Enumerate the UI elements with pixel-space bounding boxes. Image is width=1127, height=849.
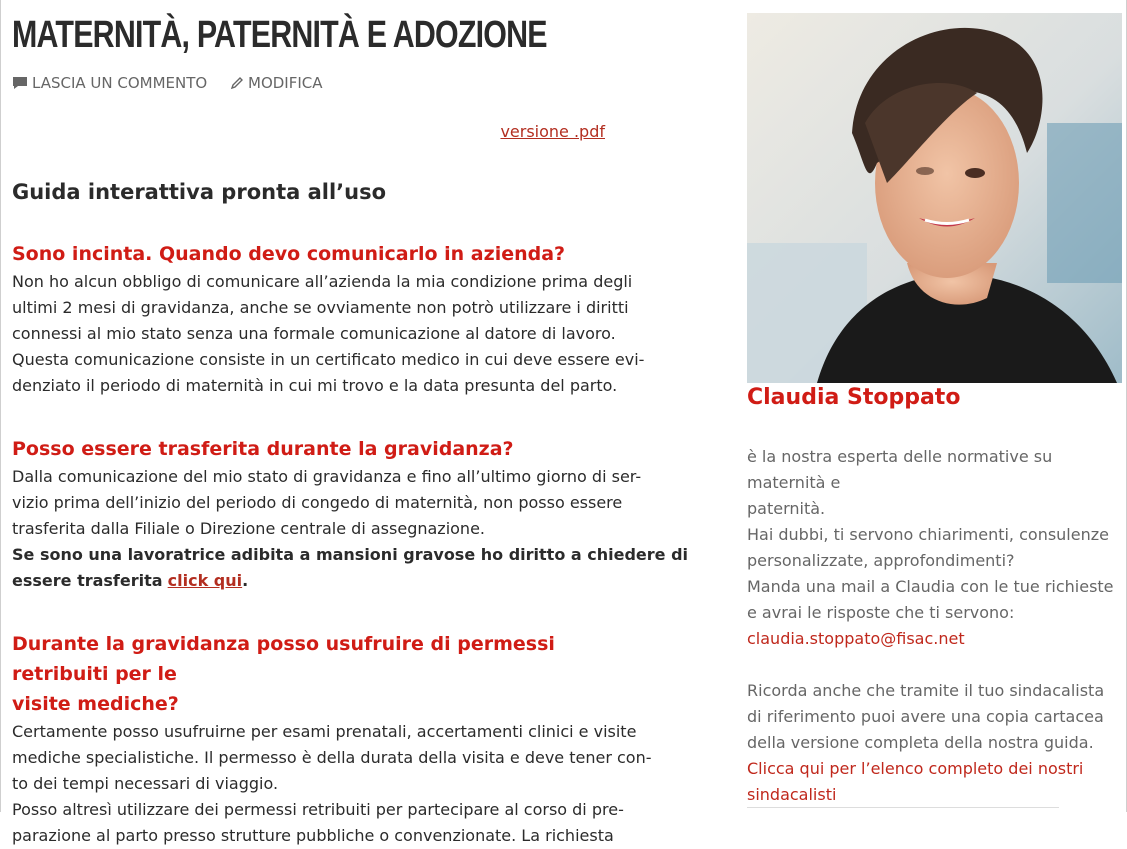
sidebar-text-line: è la nostra esperta delle normative su maternità e [747,447,1053,492]
bold-text: essere trasferita [12,571,163,590]
union-list-link-cont[interactable]: sindacalisti [747,785,837,804]
expert-portrait-photo [747,13,1122,383]
answer-line: Questa comunicazione consiste in un certificato medico in cui deve essere evi- [12,350,645,369]
sidebar-text-line: Manda una mail a Claudia con le tue richieste [747,577,1114,596]
sidebar-text-line: Hai dubbi, ti servono chiarimenti, consulenze [747,525,1109,544]
answer-line: Certamente posso usufruirne per esami prenatali, accertamenti clinici e visite [12,722,637,741]
sidebar-text-line: di riferimento puoi avere una copia cartacea [747,707,1104,726]
faq-question-1: Sono incinta. Quando devo comunicarlo in azienda? [12,243,566,265]
answer-line: ultimi 2 mesi di gravidanza, anche se ovviamente non potrò utilizzare i diritti [12,298,629,317]
page-title: MATERNITÀ, PATERNITÀ E ADOZIONE [12,14,547,56]
faq-question-2: Posso essere trasferita durante la gravidanza? [12,438,514,460]
pdf-version-link[interactable]: versione .pdf [500,122,605,141]
bold-suffix: . [242,571,249,590]
answer-bold-line [12,568,612,594]
pdf-link-row [12,122,605,141]
answer-line: vizio prima dell’inizio del periodo di congedo di maternità, non posso essere [12,493,623,512]
pencil-icon [230,76,244,90]
sidebar-text-line: paternità. [747,499,826,518]
expert-name: Claudia Stoppato [747,385,961,410]
answer-line: Non ho alcun obbligo di comunicare all’azienda la mia condizione prima degli [12,272,633,291]
faq-question-3-cont: visite mediche? [12,693,179,715]
answer-line: parazione al parto presso strutture pubbliche o convenzionate. La richiesta [12,826,614,845]
click-here-link[interactable]: click qui [167,571,243,590]
sidebar-text-line: personalizzate, approfondimenti? [747,551,1015,570]
guide-subtitle: Guida interattiva pronta all’uso [12,180,387,204]
sidebar-text-line: Ricorda anche che tramite il tuo sindacalista [747,681,1105,700]
sidebar [747,13,1122,808]
faq-section-1 [12,239,645,399]
sidebar-divider [747,807,1059,808]
bold-text: Se sono una lavoratrice adibita a mansioni gravose ho diritto a chiedere di [12,545,689,564]
answer-line: Posso altresì utilizzare dei permessi retribuiti per partecipare al corso di pre- [12,800,624,819]
speech-bubble-icon [12,76,28,90]
expert-email-link[interactable]: claudia.stoppato@fisac.net [747,629,965,648]
faq-section-2 [12,434,689,594]
answer-line: connessi al mio stato senza una formale comunicazione al datore di lavoro. [12,324,616,343]
leave-comment-link[interactable] [12,74,207,92]
edit-link[interactable] [230,74,323,92]
answer-line: mediche specialistiche. Il permesso è della durata della visita e deve tener con- [12,748,652,767]
answer-line: denziato il periodo di maternità in cui mi trovo e la data presunta del parto. [12,376,618,395]
leave-comment-label: LASCIA UN COMMENTO [32,74,208,92]
email-link-row [747,626,1122,652]
sidebar-text-line: della versione completa della nostra guida. [747,733,1094,752]
post-meta [12,74,323,94]
edit-label: MODIFICA [248,74,323,92]
union-list-link-row [747,756,1122,782]
answer-line: trasferita dalla Filiale o Direzione centrale di assegnazione. [12,519,485,538]
union-list-link[interactable]: Clicca qui per l’elenco completo dei nostri [747,759,1084,778]
answer-line: to dei tempi necessari di viaggio. [12,774,279,793]
sidebar-text-line: e avrai le risposte che ti servono: [747,603,1015,622]
faq-question-3: Durante la gravidanza posso usufruire di permessi retribuiti per le [12,633,555,685]
faq-section-3 [12,629,652,849]
answer-bold-line [12,542,689,568]
answer-line: Dalla comunicazione del mio stato di gravidanza e fino all’ultimo giorno di ser- [12,467,642,486]
union-list-link-row [747,782,1122,808]
